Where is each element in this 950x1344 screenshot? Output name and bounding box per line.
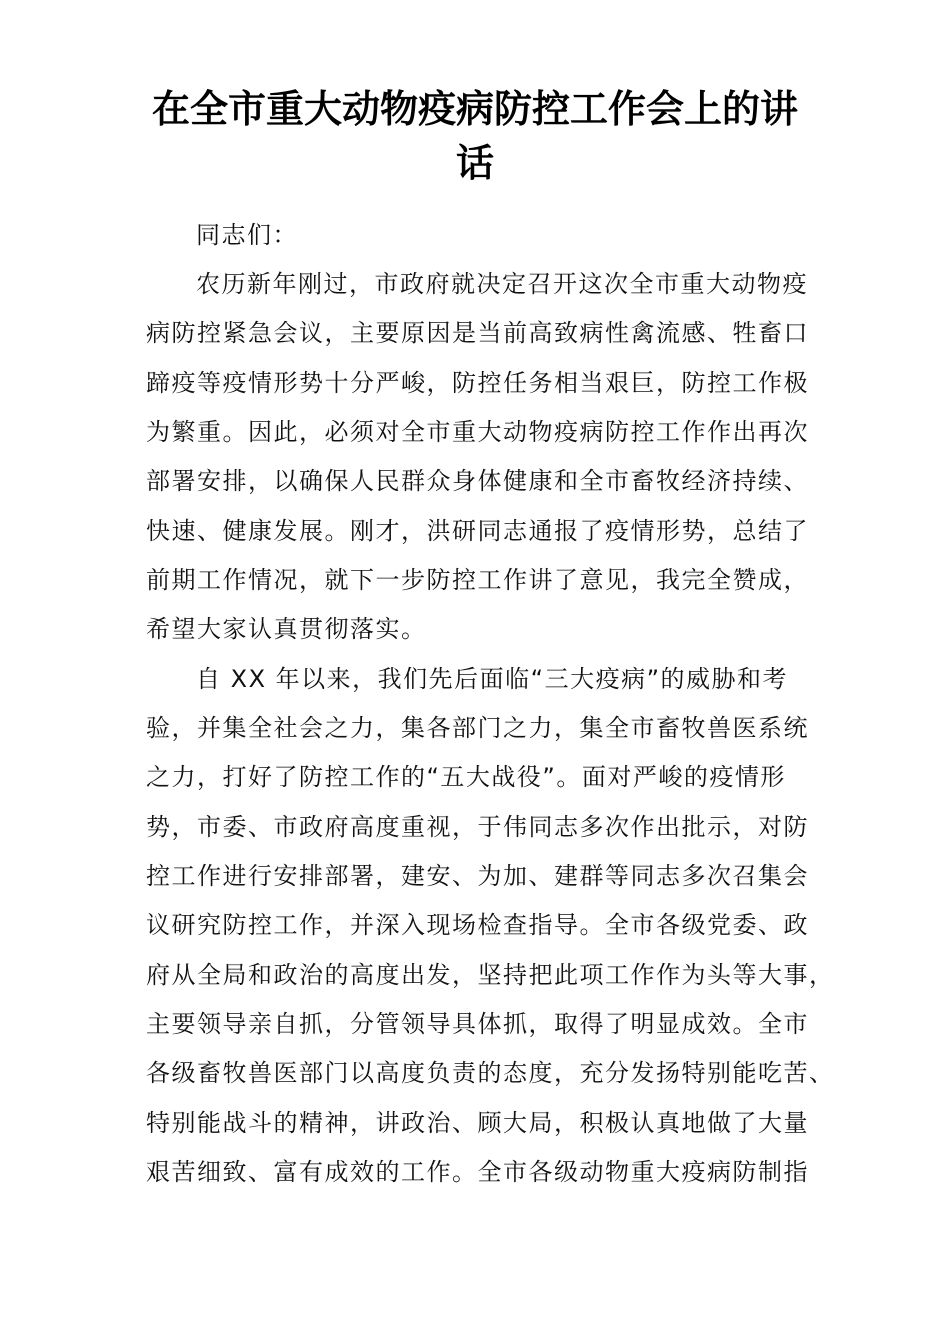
paragraph-line: 希望大家认真贯彻落实。 — [146, 615, 427, 643]
paragraph-line: 势，市委、市政府高度重视，于伟同志多次作出批示，对防 — [146, 813, 809, 841]
paragraph-line: 议研究防控工作，并深入现场检查指导。全市各级党委、政 — [146, 911, 809, 939]
paragraph-line: 快速、健康发展。刚才，洪研同志通报了疫情形势，总结了 — [146, 517, 809, 545]
salutation: 同志们： — [196, 221, 298, 249]
paragraph-line: 部署安排，以确保人民群众身体健康和全市畜牧经济持续、 — [146, 467, 809, 495]
paragraph-line: 为繁重。因此，必须对全市重大动物疫病防控工作作出再次 — [146, 418, 809, 446]
paragraph-line: 主要领导亲自抓，分管领导具体抓，取得了明显成效。全市 — [146, 1010, 809, 1038]
paragraph-line: 特别能战斗的精神，讲政治、顾大局，积极认真地做了大量 — [146, 1109, 809, 1137]
paragraph-line: 农历新年刚过，市政府就决定召开这次全市重大动物疫 — [196, 270, 808, 298]
paragraph-line: 控工作进行安排部署，建安、为加、建群等同志多次召集会 — [146, 862, 809, 890]
paragraph-line: 验，并集全社会之力，集各部门之力，集全市畜牧兽医系统 — [146, 714, 809, 742]
title-line: 在全市重大动物疫病防控工作会上的讲 — [151, 86, 798, 131]
paragraph-line: 病防控紧急会议，主要原因是当前高致病性禽流感、牲畜口 — [146, 319, 809, 347]
paragraph-line: 府从全局和政治的高度出发，坚持把此项工作作为头等大事， — [146, 961, 835, 989]
document-title — [130, 82, 820, 190]
title-line: 话 — [455, 140, 494, 185]
paragraph-line: 艰苦细致、富有成效的工作。全市各级动物重大疫病防制指 — [146, 1158, 809, 1186]
paragraph-line: 自 XX 年以来，我们先后面临“三大疫病”的威胁和考 — [196, 665, 789, 693]
paragraph-line: 之力，打好了防控工作的“五大战役”。面对严峻的疫情形 — [146, 763, 786, 791]
paragraph-line: 前期工作情况，就下一步防控工作讲了意见，我完全赞成， — [146, 566, 809, 594]
paragraph-line: 蹄疫等疫情形势十分严峻，防控任务相当艰巨，防控工作极 — [146, 369, 809, 397]
paragraph-line: 各级畜牧兽医部门以高度负责的态度，充分发扬特别能吃苦、 — [146, 1059, 835, 1087]
